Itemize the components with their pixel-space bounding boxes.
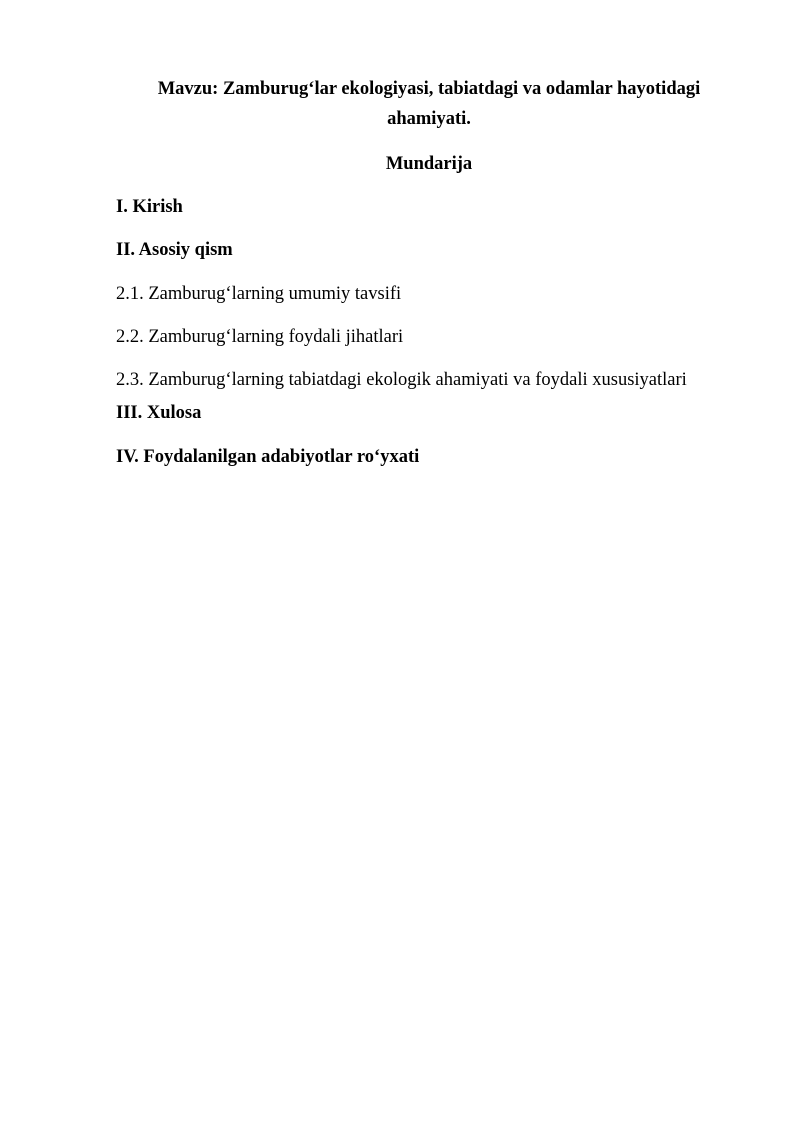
document-title-line-2: ahamiyati. [387, 109, 471, 129]
toc-item-main-part: II. Asosiy qism [116, 240, 233, 260]
toc-heading: Mundarija [385, 154, 473, 174]
document-title [116, 74, 742, 134]
toc-item-references: IV. Foydalanilgan adabiyotlar ro‘yxati [116, 447, 420, 467]
toc-item-conclusion: III. Xulosa [116, 403, 202, 423]
toc-item-introduction: I. Kirish [116, 197, 183, 217]
toc-item-useful-aspects: 2.2. Zamburug‘larning foydali jihatlari [116, 327, 404, 347]
toc-item-ecological-importance: 2.3. Zamburug‘larning tabiatdagi ekologik ahamiyati va foydali xususiyatlari [116, 370, 687, 390]
toc-item-general-description: 2.1. Zamburug‘larning umumiy tavsifi [116, 284, 402, 304]
document-title-line-1: Mavzu: Zamburug‘lar ekologiyasi, tabiatdagi va odamlar hayotidagi [157, 79, 701, 99]
